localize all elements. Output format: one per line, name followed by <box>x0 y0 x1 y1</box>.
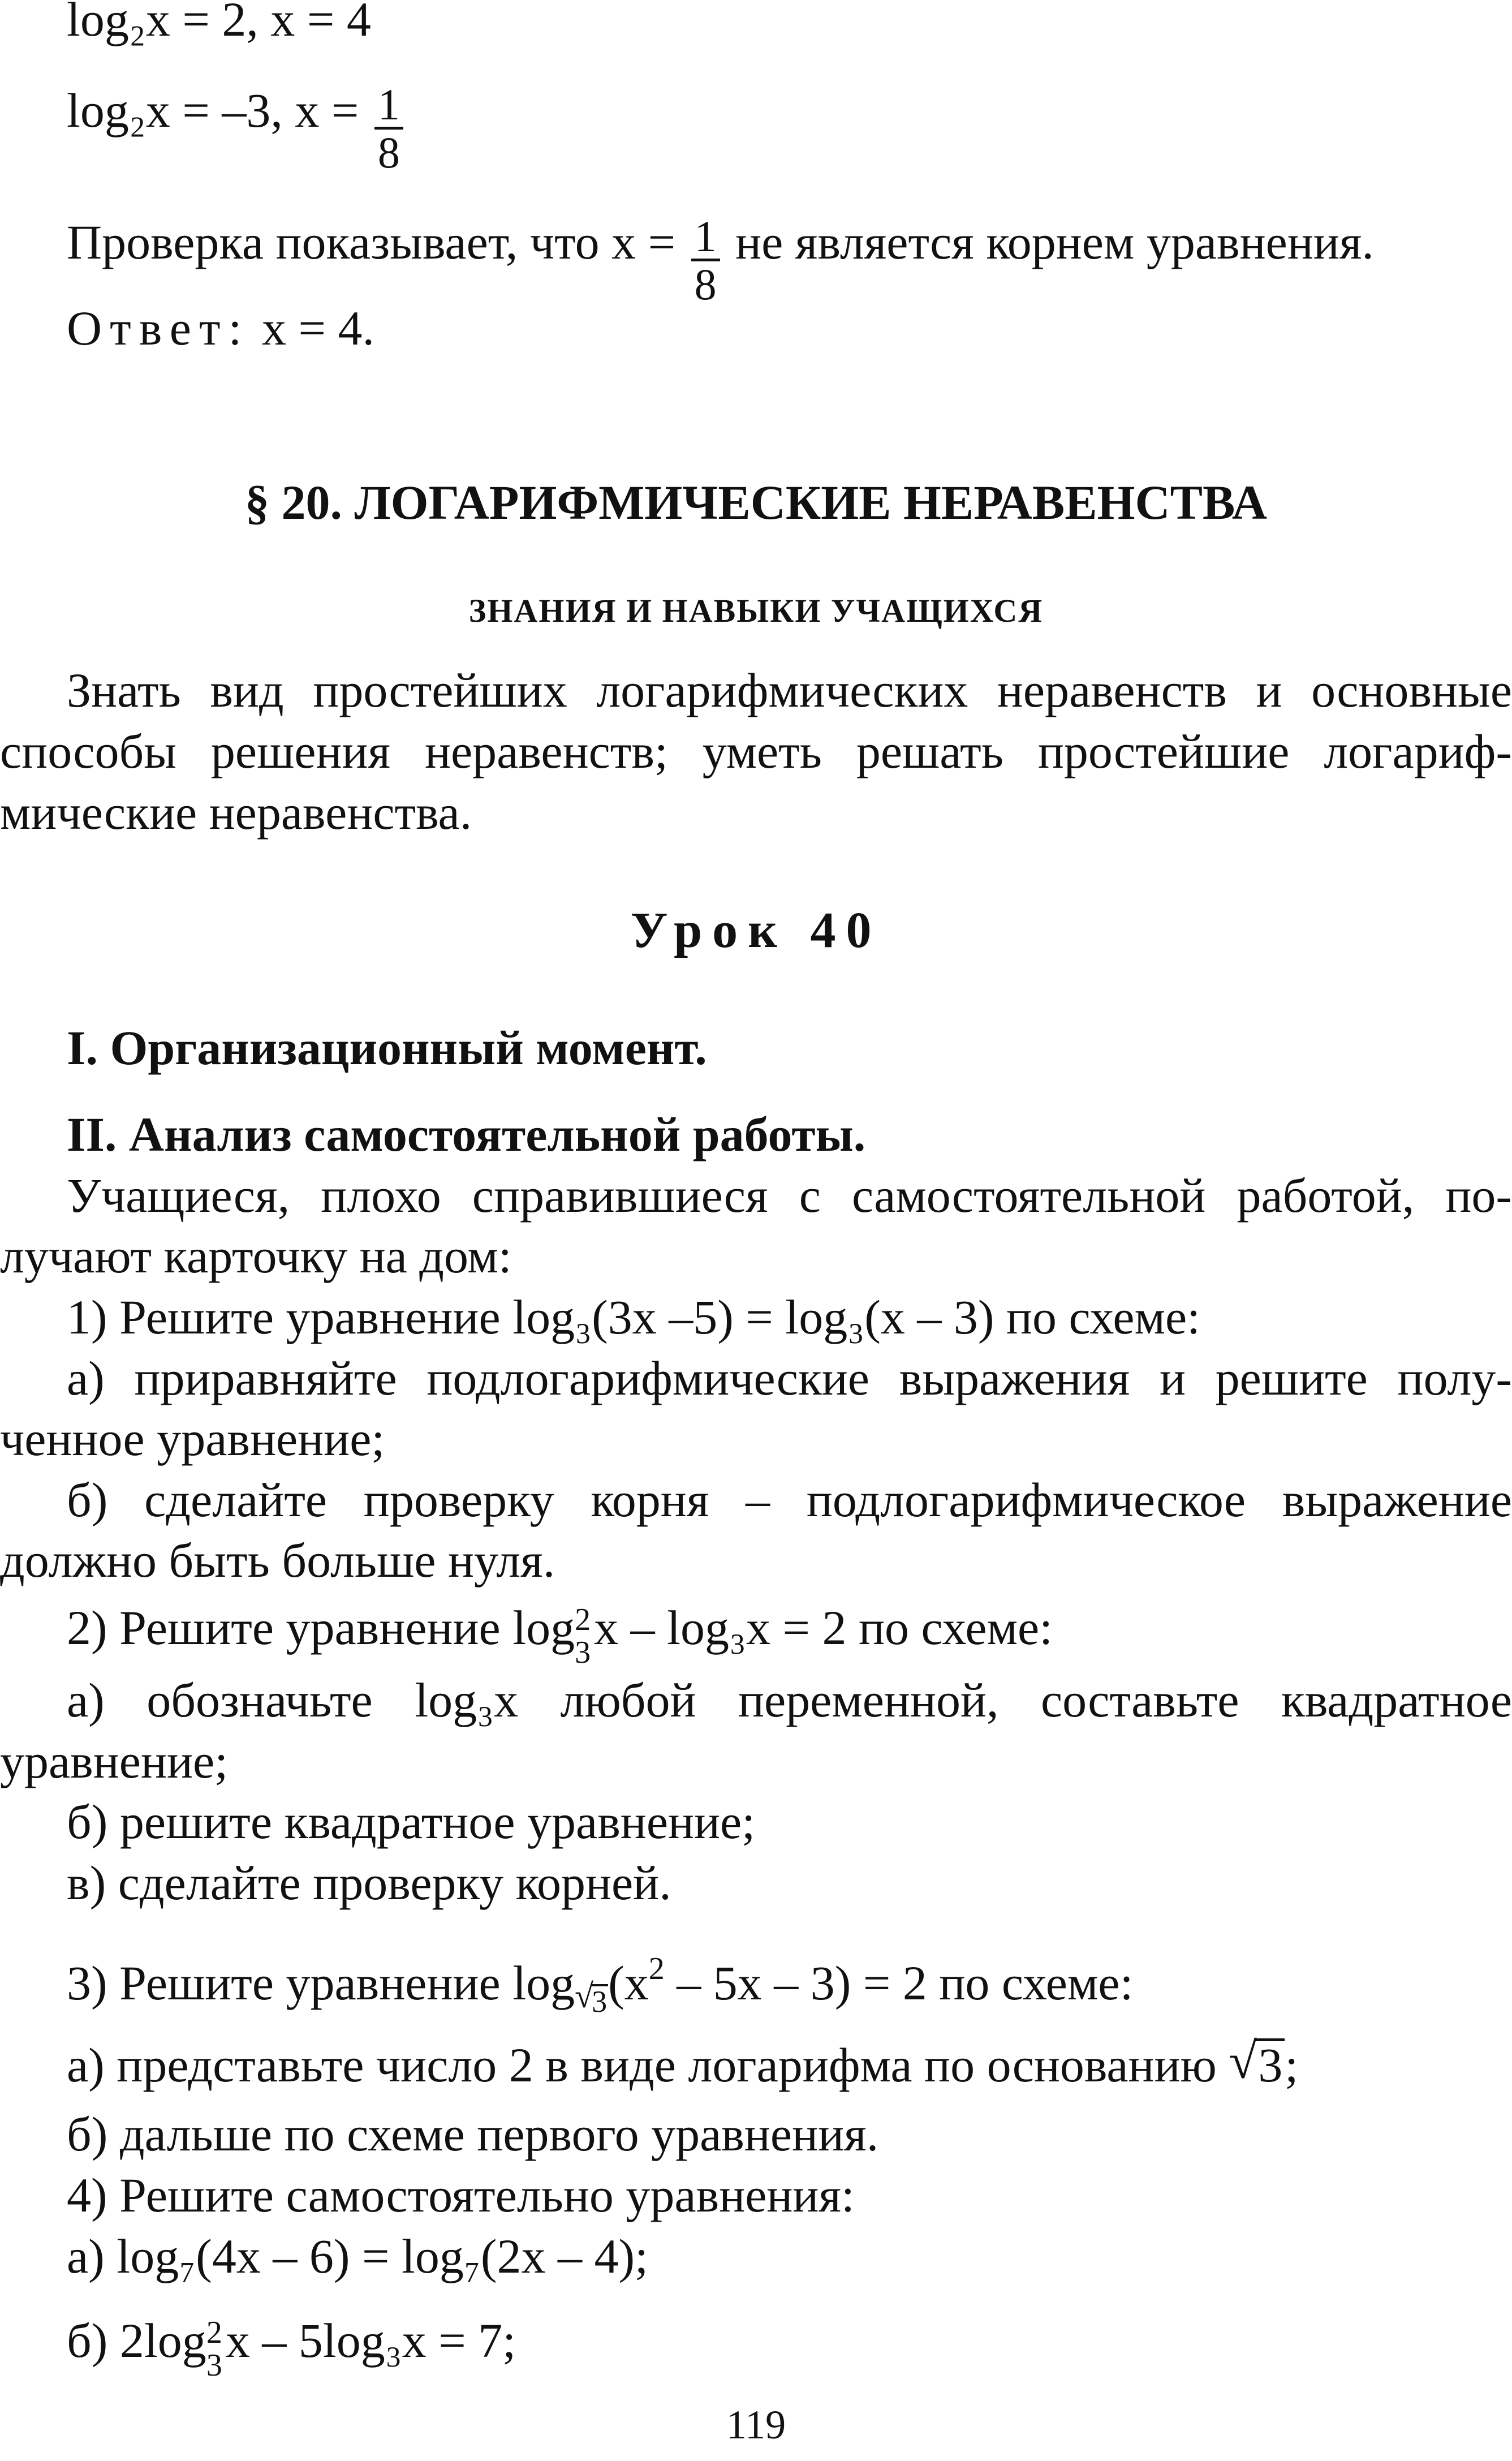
task-3-sup: 2 <box>648 1951 665 1986</box>
task-2-prefix: 2) Решите уравнение <box>67 1600 501 1655</box>
check-fraction <box>691 214 720 308</box>
lesson-item-2: II. Анализ самостоятельной работы. <box>67 1107 866 1161</box>
task-4b-equation <box>119 2313 516 2383</box>
check-fraction-numerator: 1 <box>691 214 720 261</box>
check-line <box>67 201 1374 309</box>
task-3a-sqrt <box>1229 2033 1285 2093</box>
task-3-prefix: 3) Решите уравнение <box>67 1956 501 2010</box>
task-2-log: log <box>512 1600 575 1655</box>
task-2-rest: x – log₃x = 2 <box>594 1600 847 1655</box>
equation-line-2 <box>67 69 407 177</box>
task-2-equation <box>512 1600 847 1670</box>
task-1b-line-1: б) сделайте проверку корня – подлогарифмическое выражение <box>67 1473 1512 1527</box>
task-4: 4) Решите самостоятельно уравнения: <box>67 2168 855 2222</box>
task-2-sup: 2 <box>575 1602 591 1637</box>
fraction-one-eighth <box>374 80 403 177</box>
task-4b-rest: x – 5log₃x = 7; <box>225 2313 516 2368</box>
section-subtitle: ЗНАНИЯ И НАВЫКИ УЧАЩИХСЯ <box>468 592 1044 629</box>
task-3a-suffix: ; <box>1285 2038 1299 2092</box>
task-2b: б) решите квадратное уравнение; <box>67 1795 756 1849</box>
radical-icon: √ <box>1229 2033 1257 2089</box>
task-2a-line-1: а) обозначьте log₃x любой переменной, составьте квадратное <box>67 1673 1512 1727</box>
task-2c: в) сделайте проверку корней. <box>67 1856 671 1910</box>
fraction-denominator: 8 <box>377 128 400 177</box>
task-4a: а) log₇(4x – 6) = log₇(2x – 4); <box>67 2229 649 2283</box>
answer-label: Ответ: <box>67 301 250 355</box>
task-2 <box>67 1599 1053 1670</box>
para-line-1: Знать вид простейших логарифмических неравенств и основные <box>67 663 1512 717</box>
para-line-2: способы решения неравенств; уметь решать простейшие логариф- <box>0 724 1512 778</box>
task-3a <box>67 2033 1299 2093</box>
task-3a-root-value: 3 <box>1256 2038 1285 2089</box>
task-3-suffix: по схеме: <box>939 1956 1134 2010</box>
task-2-sub: 3 <box>575 1635 591 1670</box>
lesson-title: Урок 40 <box>630 902 882 958</box>
task-3b: б) дальше по схеме первого уравнения. <box>67 2107 879 2161</box>
fraction-numerator: 1 <box>374 83 403 130</box>
task-2a-line-2: уравнение; <box>0 1734 229 1788</box>
radical-icon: √ <box>575 1977 594 2015</box>
task-1a-line-2: ченное уравнение; <box>0 1412 385 1466</box>
task-2-suffix: по схеме: <box>859 1600 1053 1655</box>
task-3a-prefix: а) представьте число 2 в виде логарифма по основанию <box>67 2038 1217 2092</box>
task-3-expr-b: – 5x – 3) = 2 <box>664 1956 927 2010</box>
section-title: § 20. ЛОГАРИФМИЧЕСКИЕ НЕРАВЕНСТВА <box>244 475 1267 530</box>
task-1: 1) Решите уравнение log₃(3x –5) = log₃(x – 3) по схеме: <box>67 1290 1201 1344</box>
task-4b-sup: 2 <box>206 2315 222 2350</box>
task-4b-sub: 3 <box>206 2348 222 2383</box>
page-number: 119 <box>726 2402 786 2447</box>
answer-line <box>67 300 374 356</box>
intro-line-1: Учащиеся, плохо справившиеся с самостоятельной работой, по- <box>67 1168 1512 1223</box>
check-fraction-denominator: 8 <box>694 260 717 309</box>
equation-line-2-text: log₂x = –3, x = <box>67 83 359 138</box>
task-3-log: log <box>512 1956 575 2010</box>
task-3 <box>67 1941 1133 2030</box>
task-3-sqrt-base <box>575 1973 608 2030</box>
task-3-equation <box>512 1951 927 2019</box>
lesson-item-1: I. Организационный момент. <box>67 1021 707 1075</box>
task-4b-exponent <box>206 2315 226 2383</box>
task-3-base-value: 3 <box>592 1985 608 2019</box>
task-2-exponent <box>575 1602 594 1670</box>
check-suffix: не является корнем уравнения. <box>735 215 1374 270</box>
task-3-expr-a: (x <box>608 1956 649 2010</box>
task-4b-log: 2log <box>119 2313 206 2368</box>
task-4b-prefix: б) <box>67 2313 108 2368</box>
equation-line-1: log₂x = 2, x = 4 <box>67 0 371 46</box>
intro-line-2: лучают карточку на дом: <box>0 1229 512 1283</box>
task-4b <box>67 2312 516 2383</box>
task-1a-line-1: а) приравняйте подлогарифмические выражения и решите полу- <box>67 1351 1512 1405</box>
task-1b-line-2: должно быть больше нуля. <box>0 1533 555 1587</box>
para-line-3: мические неравенства. <box>0 785 472 840</box>
answer-value: x = 4. <box>261 301 374 355</box>
check-prefix: Проверка показывает, что x = <box>67 215 676 270</box>
